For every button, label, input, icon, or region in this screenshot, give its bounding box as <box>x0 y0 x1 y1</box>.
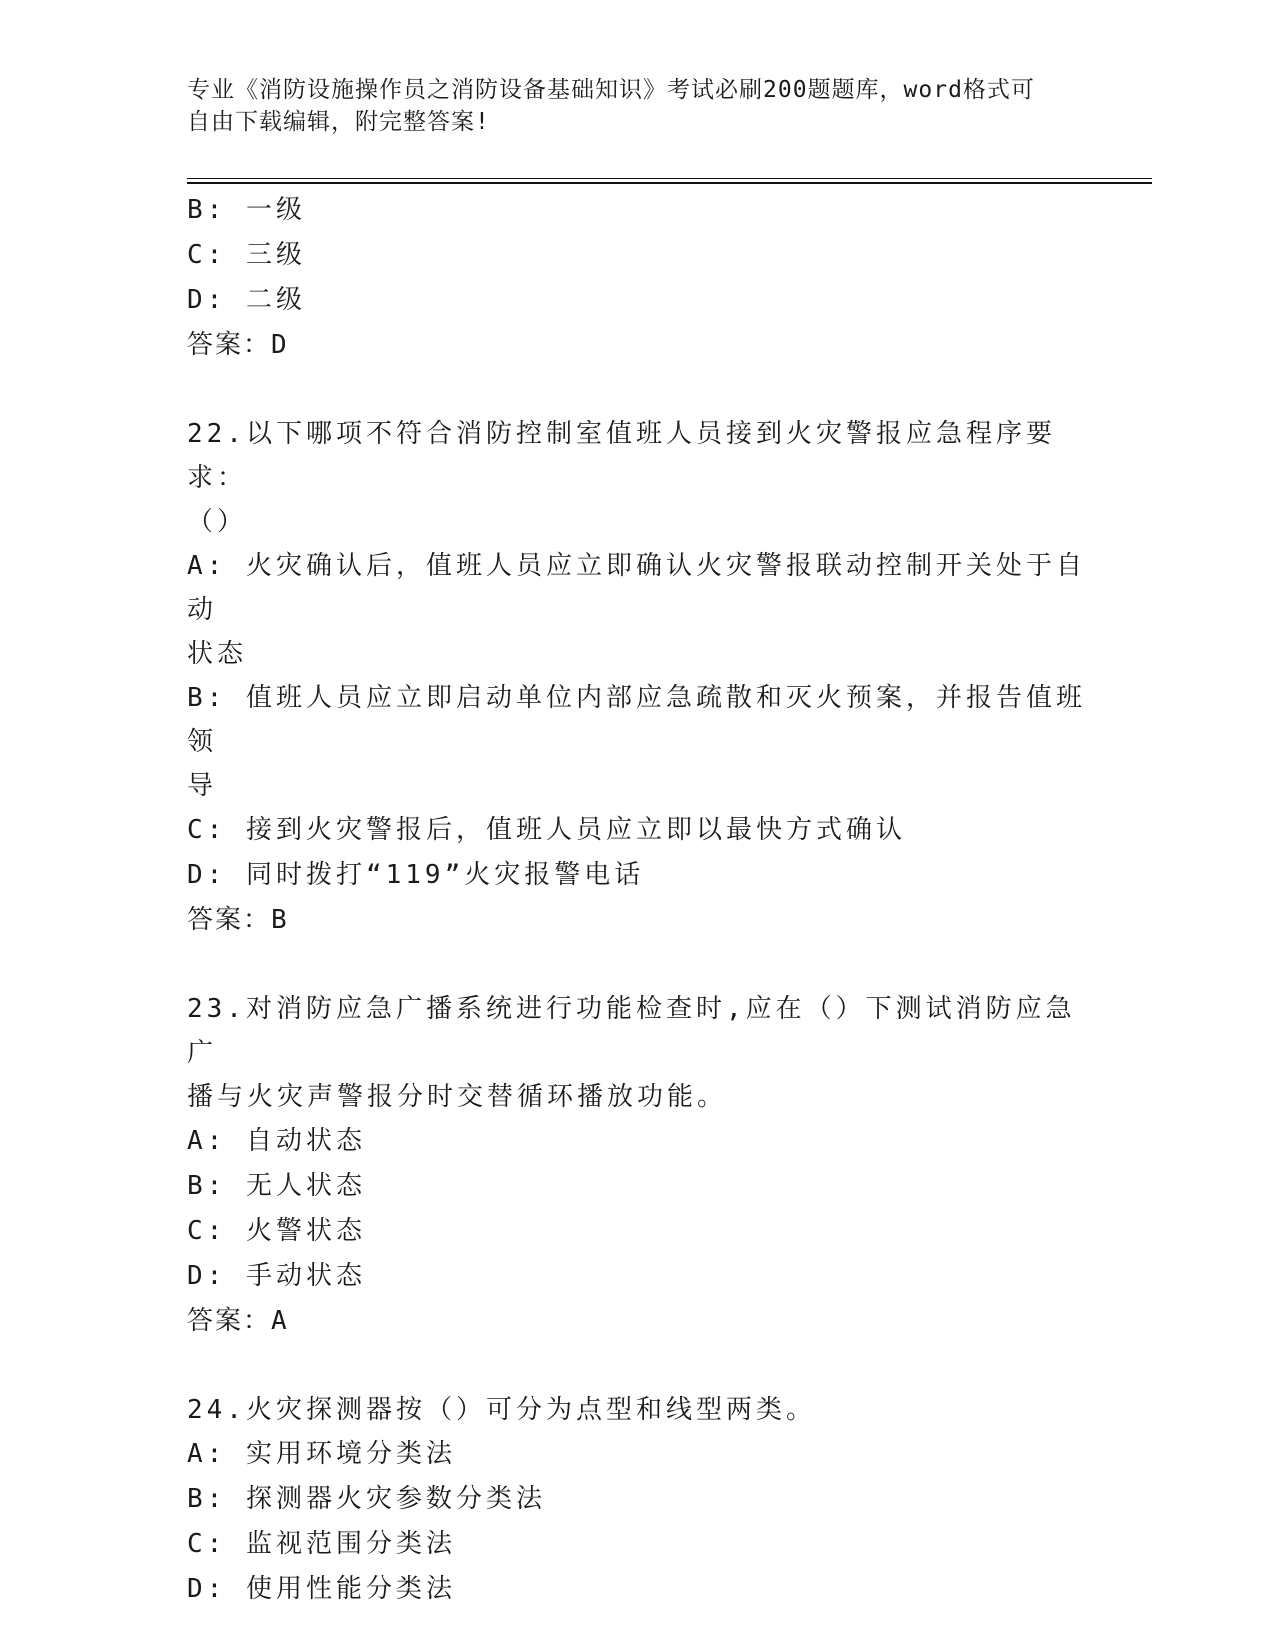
q23-stem-line-2: 播与火灾声警报分时交替循环播放功能。 <box>187 1082 728 1112</box>
q24-option-c: C: 监视范围分类法 <box>187 1529 456 1559</box>
q23-option-d: D: 手动状态 <box>187 1261 366 1291</box>
q22-answer: 答案：B <box>187 905 289 935</box>
document-header <box>187 74 1067 138</box>
header-line-2: 自由下载编辑，附完整答案! <box>187 109 490 135</box>
q22-option-a-line-2: 状态 <box>187 639 248 669</box>
q22-option-b-line-1: B: 值班人员应立即启动单位内部应急疏散和灭火预案，并报告值班领 <box>187 683 1086 757</box>
header-divider-thick <box>187 182 1152 184</box>
q23-answer: 答案：A <box>187 1306 289 1336</box>
q21-option-d: D: 二级 <box>187 285 306 315</box>
q23-option-a: A: 自动状态 <box>187 1126 366 1156</box>
q23-stem-line-1: 23.对消防应急广播系统进行功能检查时,应在（）下测试消防应急广 <box>187 994 1076 1068</box>
q21-option-b: B: 一级 <box>187 195 306 225</box>
q24-option-d: D: 使用性能分类法 <box>187 1574 456 1604</box>
q24-stem: 24.火灾探测器按（）可分为点型和线型两类。 <box>187 1395 816 1425</box>
question-24 <box>187 1388 1087 1612</box>
q21-answer: 答案：D <box>187 330 289 360</box>
q22-option-a-line-1: A: 火灾确认后，值班人员应立即确认火灾警报联动控制开关处于自动 <box>187 551 1086 625</box>
q22-option-d: D: 同时拨打“119”火灾报警电话 <box>187 860 645 890</box>
q22-stem-line-1: 22.以下哪项不符合消防控制室值班人员接到火灾警报应急程序要求： <box>187 419 1056 493</box>
q23-option-c: C: 火警状态 <box>187 1216 366 1246</box>
header-divider-thin <box>187 178 1152 179</box>
question-23 <box>187 987 1087 1344</box>
q21-option-c: C: 三级 <box>187 240 306 270</box>
q22-option-c: C: 接到火灾警报后，值班人员应立即以最快方式确认 <box>187 815 906 845</box>
q23-option-b: B: 无人状态 <box>187 1171 366 1201</box>
header-line-1: 专业《消防设施操作员之消防设备基础知识》考试必刷200题题库，word格式可 <box>187 77 1035 103</box>
q22-stem-line-2: （） <box>187 507 248 537</box>
q24-option-a: A: 实用环境分类法 <box>187 1439 456 1469</box>
question-content <box>187 188 1087 1612</box>
question-22 <box>187 412 1087 943</box>
q22-option-b-line-2: 导 <box>187 771 218 801</box>
q24-option-b: B: 探测器火灾参数分类法 <box>187 1484 546 1514</box>
question-21-tail <box>187 188 1087 368</box>
